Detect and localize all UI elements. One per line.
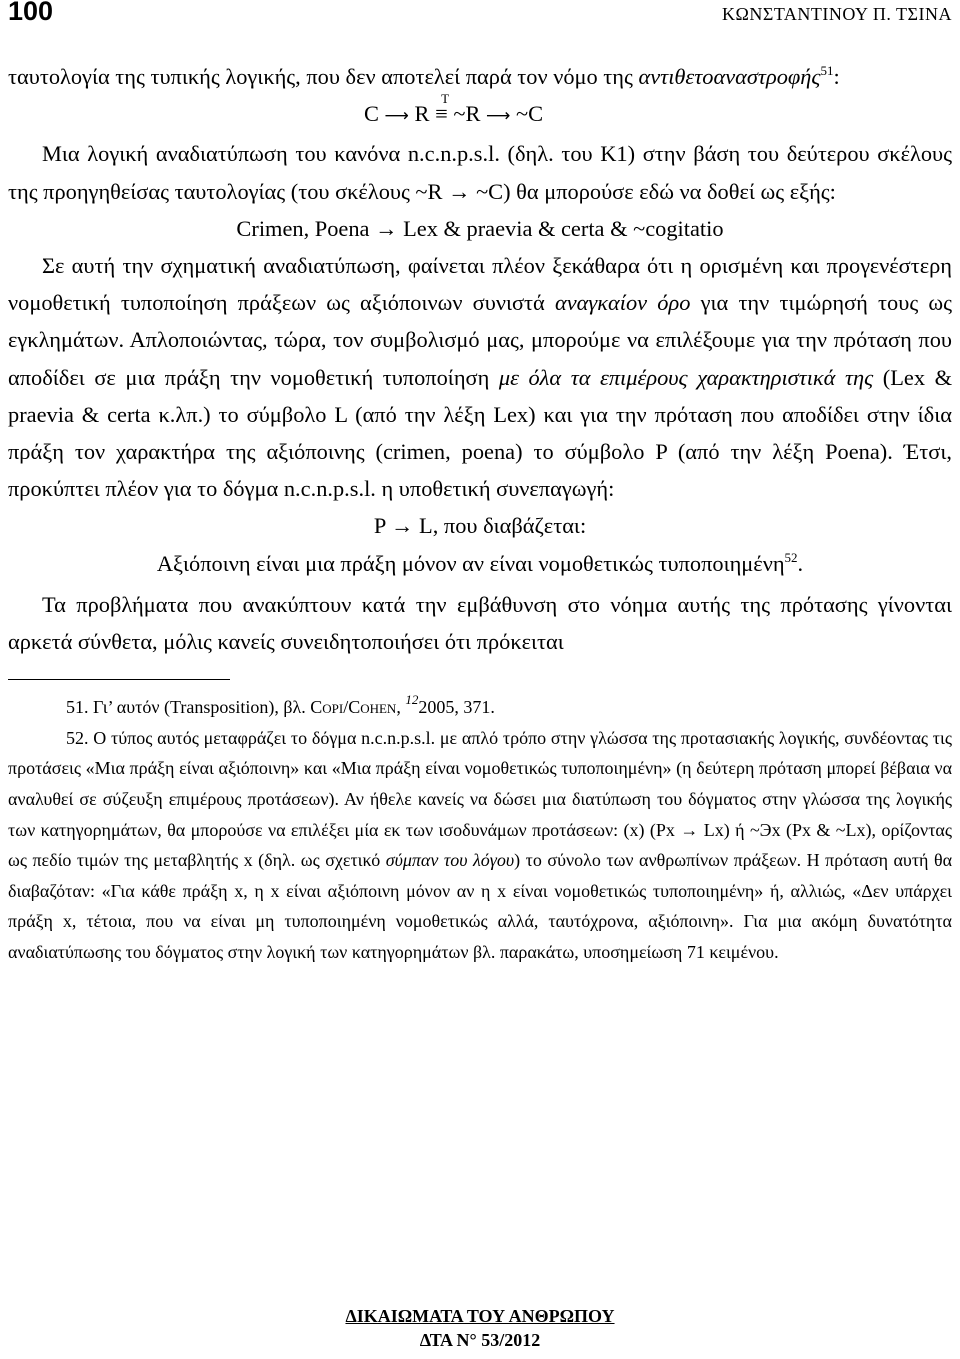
journal-title: ΔΙΚΑΙΩΜΑΤΑ ΤΟΥ ΑΝΘΡΩΠΟΥ bbox=[345, 1306, 615, 1326]
formula-crimen-poena: Crimen, Poena → Lex & praevia & certa & ~cogitatio bbox=[236, 215, 724, 241]
fn52-c: ) το σύνολο των ανθρωπίνων πράξεων. Η πρόταση αυτή θα διαβαζόταν: «Για κάθε πράξη x, η x είναι αξιόποινη μόνον αν η x είναι νομοθετικώς τυποποιημένη» ή, αλλιώς, «Δεν υπάρχει πράξη x, τέτοια, που να είναι μη τυποποιημένη νομοθετικώς αλλά, ταυτόχρονα, αξιόποινη». Για μια ακόμη δυνατότητα αναδιατύπωσης του δόγματος στην λογική των κατηγορημάτων βλ. παρακάτω, υποσημείωση 71 κειμένου. bbox=[8, 850, 953, 962]
arrow-icon: ⟶ bbox=[384, 106, 409, 127]
formula-p-implies-l: P → L, που διαβάζεται: bbox=[373, 513, 587, 539]
fn51-authors: Copi/Cohen bbox=[310, 697, 397, 718]
fn51-c: , bbox=[396, 697, 406, 718]
formula1-c: C bbox=[364, 101, 379, 127]
paragraph-2: Μια λογική αναδιατύπωση του κανόνα n.c.n.p.s.l. (δηλ. του Κ1) στην βάση του δεύτερου σκέλους της προηγηθείσας ταυτολογίας (του σκέλους ~R → ~C) θα μπορούσε εδώ να δοθεί ως εξής: bbox=[8, 141, 952, 204]
para3-a: Σε αυτή την σχηματική αναδιατύπωση, φαίνεται πλέον ξεκάθαρα ότι η ορισμένη και προγενέστερη νομοθετική τυποποίηση πράξεων ως αξιόποινων συνιστά bbox=[8, 253, 952, 316]
journal-issue: ΔΤΑ Ν° 53/2012 bbox=[419, 1330, 541, 1350]
running-header bbox=[8, 0, 952, 32]
formula-reading bbox=[8, 545, 952, 582]
para3-italic-1: αναγκαίον όρο bbox=[554, 290, 691, 316]
para3-italic-2: με όλα τα επιμέρους χαρακτηριστικά της bbox=[498, 364, 874, 390]
formula-transposition bbox=[8, 91, 952, 135]
page-footer bbox=[0, 1304, 960, 1352]
fn51-edition: 12 bbox=[405, 692, 419, 708]
paragraph-3 bbox=[8, 247, 952, 507]
fn51-a: 51. Γι’ αυτόν (Transposition), βλ. bbox=[66, 697, 311, 718]
para3-e: (Lex & praevia & certa κ.λπ.) το σύμβολο L (από την λέξη Lex) και για την πρόταση που αποδίδει στην ίδια πράξη τον χαρακτήρα της αξιόποινης (crimen, poena) το σύμβολο P (από την λέξη Poena). Έτσι, προκύπτει πλέον για το δόγμα n.c.n.p.s.l. η υποθετική συνεπαγωγή: bbox=[8, 364, 952, 502]
footnotes bbox=[8, 692, 952, 967]
paragraph-1 bbox=[8, 58, 952, 95]
formula1-notr: ~R bbox=[453, 101, 481, 127]
page-body bbox=[8, 58, 952, 968]
footnote-52 bbox=[8, 723, 952, 968]
paragraph-4: Τα προβλήματα που ανακύπτουν κατά την εμβάθυνση στο νόημα αυτής της πρότασης γίνονται αρκετά σύνθετα, μόλις κανείς συνειδητοποιήσει ότι πρόκειται bbox=[8, 591, 952, 655]
fn51-d: 2005, 371. bbox=[418, 697, 495, 718]
footnote-ref-51: 51 bbox=[820, 63, 834, 78]
para3-c: για την τιμώρησή τους ως εγκλημάτων. Απλοποιώντας, τώρα, τον συμβολισμό μας, μπορούμε να επιλέξουμε για την πρόταση που αποδίδει σε μια πράξη την νομοθετική τυποποίηση bbox=[8, 290, 952, 390]
page-number: 100 bbox=[8, 0, 54, 26]
running-head-author: ΚΩΝΣΤΑΝΤΙΝΟΥ Π. ΤΣΙΝΑ bbox=[722, 4, 952, 24]
formula4-text: Αξιόποινη είναι μια πράξη μόνον αν είναι νομοθετικώς τυποποιημένη bbox=[156, 550, 785, 576]
footnote-separator bbox=[8, 679, 230, 680]
fn52-a: 52. Ο τύπος αυτός μεταφράζει το δόγμα n.c.n.p.s.l. με απλό τρόπο στην γλώσσα της προτασιακής λογικής, συνδέοντας τις προτάσεις «Μια πράξη είναι αξιόποινη» και «Μια πράξη είναι νομοθετικώς τυποποιημένη» (η δεύτερη πρόταση μπορεί βέβαια να αναλυθεί σε σύζευξη επιμέρους προτάσεων). Αν ήθελε κανείς να δώσει μια διατύπωση του δόγματος στην γλώσσα της λογικής των κατηγορημάτων, θα μπορούσε να επιλέξει μία εκ των ισοδυνάμων προτάσεων: (x) (Px → Lx) ή ~Эx (Px & ~Lx), ορίζοντας ως πεδίο τιμών της μεταβλητής x (δηλ. ως σχετικό bbox=[8, 727, 952, 871]
equivalence-symbol: ≡ T bbox=[435, 91, 450, 127]
para1-italic: αντιθετοαναστροφής bbox=[638, 64, 821, 89]
fn52-italic: σύμπαν του λόγου bbox=[385, 850, 515, 871]
arrow-icon: ⟶ bbox=[486, 106, 511, 127]
formula4-end: . bbox=[797, 550, 804, 576]
formula1-r: R bbox=[414, 101, 430, 127]
formula1-notc: ~C bbox=[515, 101, 544, 127]
para1-text: ταυτολογία της τυπικής λογικής, που δεν αποτελεί παρά τον νόμο της bbox=[8, 64, 639, 89]
para1-end: : bbox=[833, 64, 840, 89]
footnote-51 bbox=[8, 692, 952, 723]
footnote-ref-52: 52 bbox=[784, 549, 798, 565]
